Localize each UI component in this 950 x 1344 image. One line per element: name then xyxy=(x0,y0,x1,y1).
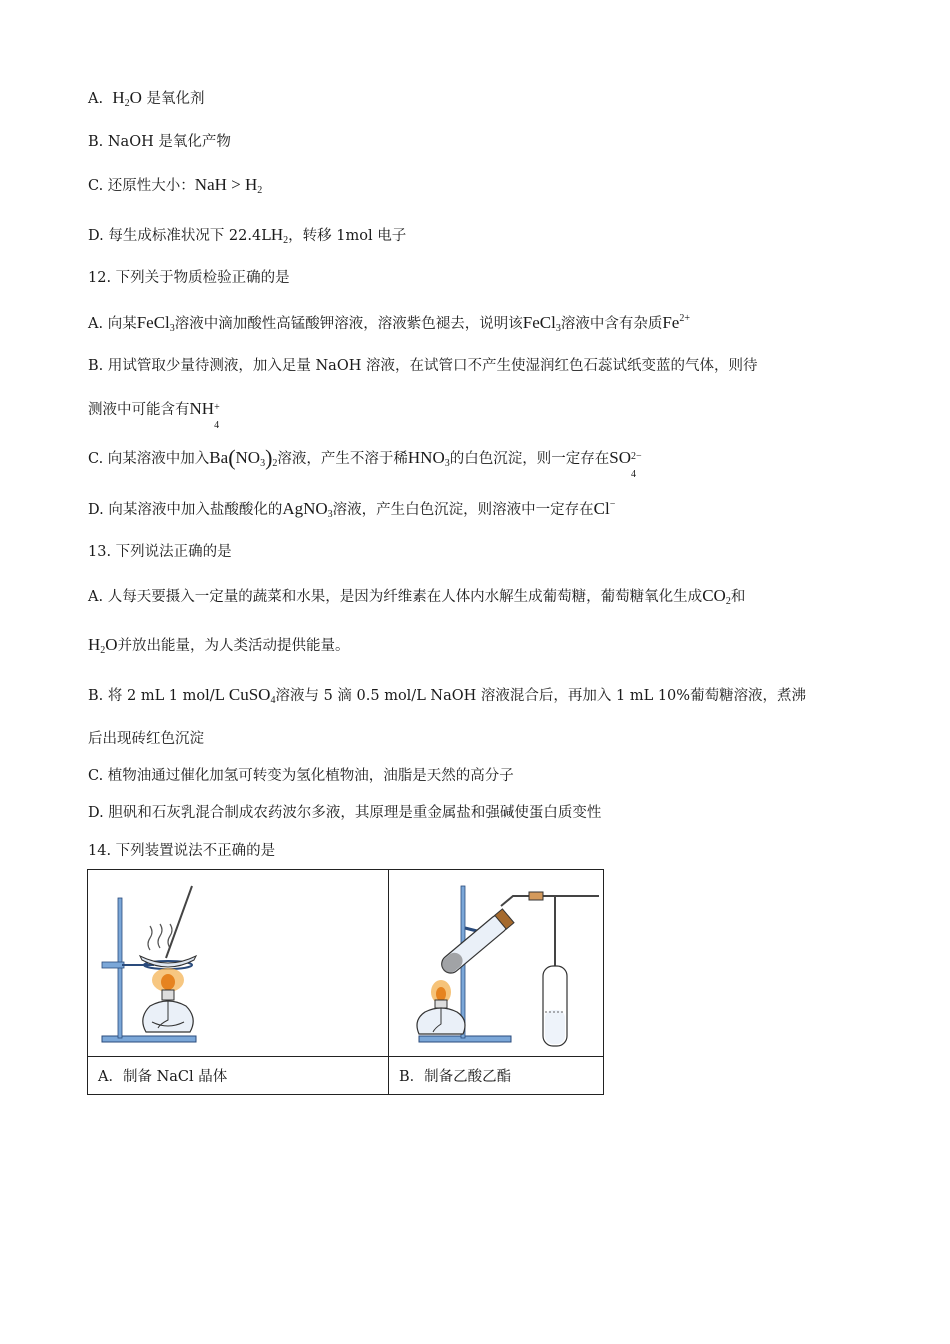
option-13b-line2: 后出现砖红色沉淀 xyxy=(88,731,204,747)
question-13: 13. 下列说法正确的是 xyxy=(88,544,232,560)
option-11b: B. NaOH 是氧化产物 xyxy=(88,134,231,150)
question-12: 12. 下列关于物质检验正确的是 xyxy=(88,270,290,286)
apparatus-b-caption: B．制备乙酸乙酯 xyxy=(389,1057,604,1095)
option-12a: A. 向某FeCl$_3$溶液中滴加酸性高锰酸钾溶液，溶液紫色褪去，说明该FeCl$_3$溶液中含有杂质$Fe^{2+}$ xyxy=(88,313,690,334)
option-12b-line2: 测液中可能含有NH + 4 xyxy=(88,399,220,431)
apparatus-a-caption: A．制备 NaCl 晶体 xyxy=(88,1057,389,1095)
apparatus-table xyxy=(87,869,604,1095)
ester-distillation-apparatus-icon xyxy=(389,870,603,1056)
option-12c: C. 向某溶液中加入$Ba(NO_3)_2$溶液，产生不溶于稀$HNO_3$的白色沉淀，则一定存在SO 2− 4 xyxy=(88,445,642,480)
option-13d: D. 胆矾和石灰乳混合制成农药波尔多液，其原理是重金属盐和强碱使蛋白质变性 xyxy=(88,805,602,821)
option-13a-line1: A. 人每天要摄入一定量的蔬菜和水果，是因为纤维素在人体内水解生成葡萄糖，葡萄糖氧化生成$CO_2$和 xyxy=(88,586,746,607)
option-12d: D. 向某溶液中加入盐酸酸化的AgNO$_3$溶液，产生白色沉淀，则溶液中一定存在Cl− xyxy=(88,499,616,520)
option-13b-line1: B. 将 2 mL 1 mol/L CuSO$_4$溶液与 5 滴 0.5 mol/L NaOH 溶液混合后，再加入 1 mL 10%葡萄糖溶液，煮沸 xyxy=(88,685,807,706)
option-13c: C. 植物油通过催化加氢可转变为氢化植物油，油脂是天然的高分子 xyxy=(88,768,514,784)
option-11a: A. $H_2O$ 是氧化剂 xyxy=(88,88,205,109)
option-11d: D. 每生成标准状况下 $22.4LH_2$，转移 1mol 电子 xyxy=(88,225,407,246)
option-13a-line2: $H_2O$并放出能量，为人类活动提供能量。 xyxy=(88,635,350,656)
option-12b-line1: B. 用试管取少量待测液，加入足量 NaOH 溶液，在试管口不产生使湿润红色石蕊试纸变蓝的气体，则待 xyxy=(88,358,758,374)
apparatus-a-cell xyxy=(88,870,389,1057)
option-11c: C. 还原性大小：NaH > $H_2$ xyxy=(88,175,263,196)
evaporation-apparatus-icon xyxy=(88,870,388,1056)
apparatus-b-cell xyxy=(389,870,604,1057)
question-14: 14. 下列装置说法不正确的是 xyxy=(88,843,276,859)
